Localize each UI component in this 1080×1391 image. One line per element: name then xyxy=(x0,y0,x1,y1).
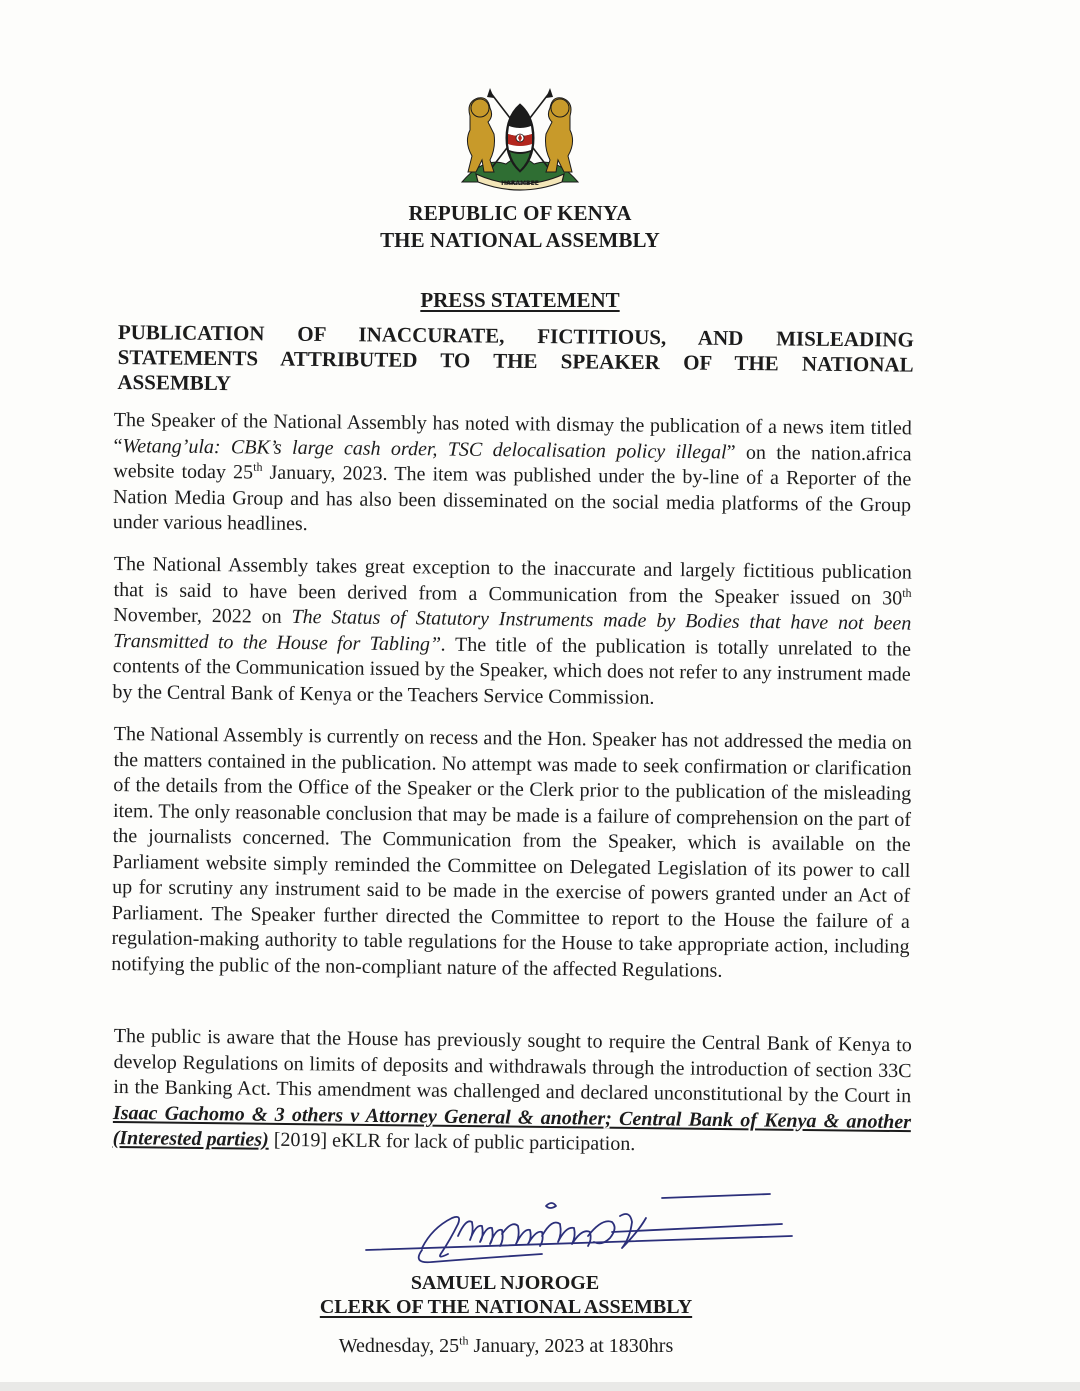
news-item-title: Wetang’ula: CBK’s large cash order, TSC delocalisation policy illegal xyxy=(122,434,727,463)
statement-date-sup: th xyxy=(459,1333,469,1348)
paragraph-2 xyxy=(112,552,912,714)
paragraph-2-sup: th xyxy=(902,585,912,600)
statement-date-a: Wednesday, 25 xyxy=(338,1335,460,1357)
press-statement-label: PRESS STATEMENT xyxy=(420,288,620,312)
paragraph-4-text-a: The public is aware that the House has previously sought to require the Central Bank of Kenya to develop Regulations on limits of deposits and withdrawals through the introduction of section 33C in the Banking Act. This amendment was challenged and declared unconstitutional by the Court in xyxy=(113,1024,912,1108)
paragraph-4-text-b: [2019] eKLR for lack of public participation. xyxy=(268,1128,636,1156)
statement-date-b: January, 2023 at 1830hrs xyxy=(468,1335,674,1357)
paragraph-1-sup: th xyxy=(253,459,263,474)
paragraph-2-text-d: The title of the publication is totally unrelated to the contents of the Communication issued by the Speaker, which does not refer to any instrument made by the Central Bank of Kenya or the Teachers Service Commission. xyxy=(112,633,912,709)
communication-title: The Status of Statutory Instruments made by Bodies that have not been Transmitted to the House for Tabling”. xyxy=(112,605,912,656)
paragraph-1 xyxy=(113,408,912,544)
paragraph-1-text-a: The Speaker of the National Assembly has noted with dismay the publication of a news item titled “ xyxy=(113,408,912,457)
court-case-citation: Isaac Gachomo & 3 others v Attorney General & another; Central Bank of Kenya & another (Interested parties) xyxy=(112,1101,912,1151)
paragraph-2-text-a: The National Assembly takes great exception to the inaccurate and largely fictitious publication that is said to have been derived from a Communication from the Speaker issued on 30 xyxy=(113,552,912,610)
signatory-title: CLERK OF THE NATIONAL ASSEMBLY xyxy=(319,1296,693,1318)
statement-title: PUBLICATION OF INACCURATE, FICTITIOUS, AND MISLEADING STATEMENTS ATTRIBUTED TO THE SPEAKER OF THE NATIONAL ASSEMBLY xyxy=(117,320,914,396)
paragraph-2-text-b: November, 2022 on xyxy=(113,603,292,628)
paragraph-3: The National Assembly is currently on recess and the Hon. Speaker has not addressed the media on the matters contained in the publication. No attempt was made to seek confirmation or clarification of the details from the Office of the Speaker or the Clerk prior to the publication of the misleading item. The only reasonable conclusion that may be made is a failure of comprehension on the part of the journalists concerned. The Communication from the Speaker, which is available on the Parliament website simply reminded the Committee on Delegated Legislation of its power to call up for scrutiny any instrument said to be made in the exercise of powers granted under an Act of Parliament. The Speaker further directed the Committee to report to the House the failure of a regulation-making authority to table regulations for the House to take appropriate action, including notifying the public of the non-compliant nature of the affected Regulations. xyxy=(111,722,912,982)
kenya-coat-of-arms-icon xyxy=(454,86,586,192)
statement-date xyxy=(0,1335,1012,1358)
paragraph-4 xyxy=(113,1024,912,1161)
header-national-assembly: THE NATIONAL ASSEMBLY xyxy=(380,228,660,252)
signatory-name: SAMUEL NJOROGE xyxy=(410,1272,600,1294)
bottom-edge-strip xyxy=(0,1382,1080,1391)
motto-text: HARAMBEE xyxy=(501,180,539,187)
paragraph-1-text-d: January, 2023. The item was published under the by-line of a Reporter of the Nation Media Group and has also been disseminated on the social media platforms of the Group under various headlines. xyxy=(112,461,912,536)
handwritten-signature xyxy=(362,1188,802,1278)
paragraph-1-text-c: ” on the nation.africa website today 25 xyxy=(113,440,912,484)
header-republic: REPUBLIC OF KENYA xyxy=(408,201,632,225)
